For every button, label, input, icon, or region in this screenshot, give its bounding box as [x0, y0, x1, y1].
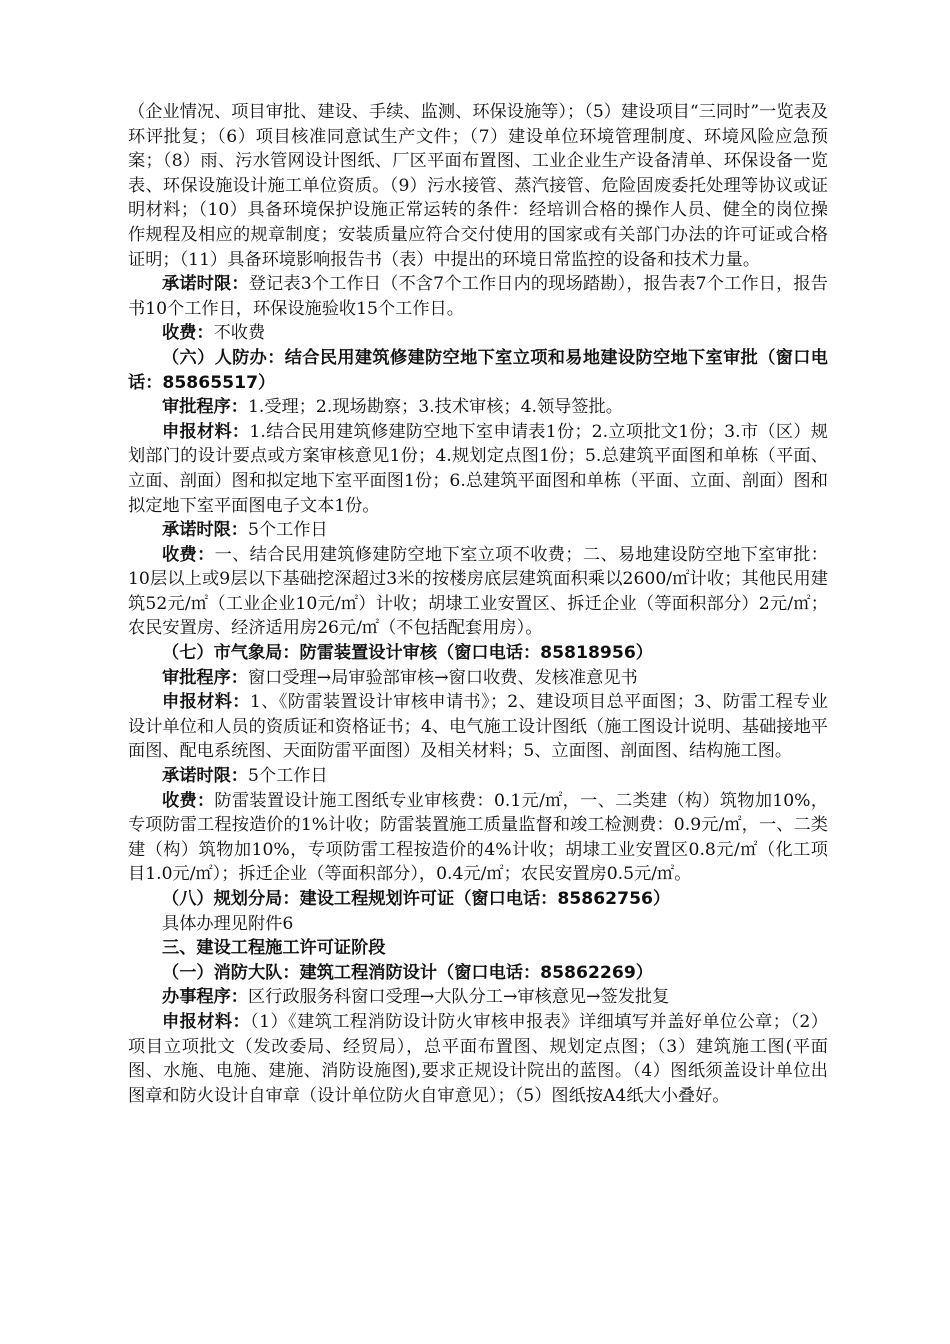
paragraph-cad-fee [128, 543, 828, 641]
paragraph-cad-time-limit [128, 518, 828, 543]
text-time-limit: 登记表3个工作日（不含7个工作日内的现场踏勘），报告表7个工作日，报告书10个工作日，环保设施验收15个工作日。 [128, 274, 828, 319]
paragraph-cad-materials [128, 420, 828, 518]
heading-section-three: 三、建设工程施工许可证阶段 [162, 938, 386, 959]
heading-civil-air-defense: （六）人防办：结合民用建筑修建防空地下室立项和易地建设防空地下室审批（窗口电话：85865517） [128, 347, 828, 393]
label-time-limit: 承诺时限： [162, 274, 249, 295]
paragraph-cad-procedure [128, 395, 828, 420]
paragraph-fire-procedure [128, 985, 828, 1010]
label-time-limit: 承诺时限： [162, 520, 248, 541]
paragraph-env-materials: （企业情况、项目审批、建设、手续、监测、环保设施等）；（5）建设项目“三同时”一览表及环评批复；（6）项目核准同意试生产文件；（7）建设单位环境管理制度、环境风险应急预案；（8）雨、污水管网设计图纸、厂区平面布置图、工业企业生产设备清单、环保设备一览表、环保设施设计施工单位资质。（9）污水接管、蒸汽接管、危险固废委托处理等协议或证明材料；（10）具备环境保护设施正常运转的条件：经培训合格的操作人员、健全的岗位操作规程及相应的规章制度；安装质量应符合交付使用的国家或有关部门办法的许可证或合格证明；（11）具备环境影响报告书（表）中提出的环境日常监控的设备和技术力量。 [128, 102, 828, 270]
text-materials: 1、《防雷装置设计审核申请书》；2、建设项目总平面图；3、防雷工程专业设计单位和人员的资质证和资格证书；4、电气施工设计图纸（施工图设计说明、基础接地平面图、配电系统图、天面防雷平面图）及相关材料；5、立面图、剖面图、结构施工图。 [128, 692, 828, 762]
paragraph-see-attachment: 具体办理见附件6 [162, 913, 294, 934]
label-materials: 申报材料： [162, 692, 250, 713]
text-procedure: 区行政服务科窗口受理→大队分工→审核意见→签发批复 [247, 987, 670, 1008]
paragraph-fire-materials [128, 1010, 828, 1108]
label-fee: 收费： [162, 323, 214, 344]
text-fee: 一、结合民用建筑修建防空地下室立项不收费；二、易地建设防空地下室审批：10层以上或9层以下基础挖深超过3米的按楼房底层建筑面积乘以2600/㎡计收；其他民用建筑52元/㎡（工业企业10元/㎡）计收；胡埭工业安置区、拆迁企业（等面积部分）2元/㎡；农民安置房、经济适用房26元/㎡（不包括配套用房）。 [128, 544, 828, 639]
text-procedure: 窗口受理→局审验部审核→窗口收费、发核准意见书 [247, 667, 638, 688]
label-fee: 收费： [162, 544, 215, 565]
text-time-limit: 5个工作日 [247, 520, 328, 541]
heading-planning-branch: （八）规划分局：建设工程规划许可证（窗口电话：85862756） [162, 889, 671, 909]
heading-fire-brigade: （一）消防大队：建筑工程消防设计（窗口电话：85862269） [162, 962, 653, 983]
text-fee: 防雷装置设计施工图纸专业审核费：0.1元/㎡，一、二类建（构）筑物加10%，专项防雷工程按造价的1%计收；防雷装置施工质量监督和竣工检测费：0.9元/㎡，一、二类建（构）筑物加10%，专项防雷工程按造价的4%计收；胡埭工业安置区0.8元/㎡（化工项目1.0元/㎡）；拆迁企业（等面积部分），0.4元/㎡；农民安置房0.5元/㎡。 [128, 790, 828, 885]
text-materials: （1）《建筑工程消防设计防火审核申报表》详细填写并盖好单位公章；（2）项目立项批文（发改委局、经贸局），总平面布置图、规划定点图；（3）建筑施工图(平面图、水施、电施、建施、消防设施图),要求正规设计院出的蓝图。（4）图纸须盖设计单位出图章和防火设计自审章（设计单位防火自审意见）；（5）图纸按A4纸大小叠好。 [128, 1011, 828, 1106]
label-procedure: 审批程序： [162, 397, 248, 418]
paragraph-met-materials [128, 690, 828, 764]
text-materials: 1.结合民用建筑修建防空地下室申请表1份；2.立项批文1份；3.市（区）规划部门的设计要点或方案审核意见1份；4.规划定点图1份；5.总建筑平面图和单栋（平面、立面、剖面）图和拟定地下室平面图1份；6.总建筑平面图和单栋（平面、立面、剖面）图和拟定地下室平面图电子文本1份。 [128, 421, 828, 516]
paragraph-met-fee [128, 789, 828, 887]
paragraph-met-procedure [128, 666, 828, 691]
label-materials: 申报材料： [162, 1011, 251, 1032]
text-time-limit: 5个工作日 [247, 766, 328, 787]
text-fee: 不收费 [213, 323, 266, 344]
document-page [128, 100, 828, 1108]
heading-meteorological-bureau: （七）市气象局：防雷装置设计审核（窗口电话：85818956） [162, 643, 653, 664]
paragraph-env-fee [128, 321, 828, 346]
label-materials: 申报材料： [162, 421, 250, 442]
label-procedure: 办事程序： [162, 987, 248, 1008]
label-time-limit: 承诺时限： [162, 766, 248, 787]
paragraph-met-time-limit [128, 764, 828, 789]
paragraph-env-time-limit [128, 272, 828, 321]
label-fee: 收费： [162, 790, 215, 811]
text-procedure: 1.受理；2.现场勘察；3.技术审核；4.领导签批。 [247, 397, 623, 418]
label-procedure: 审批程序： [162, 667, 248, 688]
